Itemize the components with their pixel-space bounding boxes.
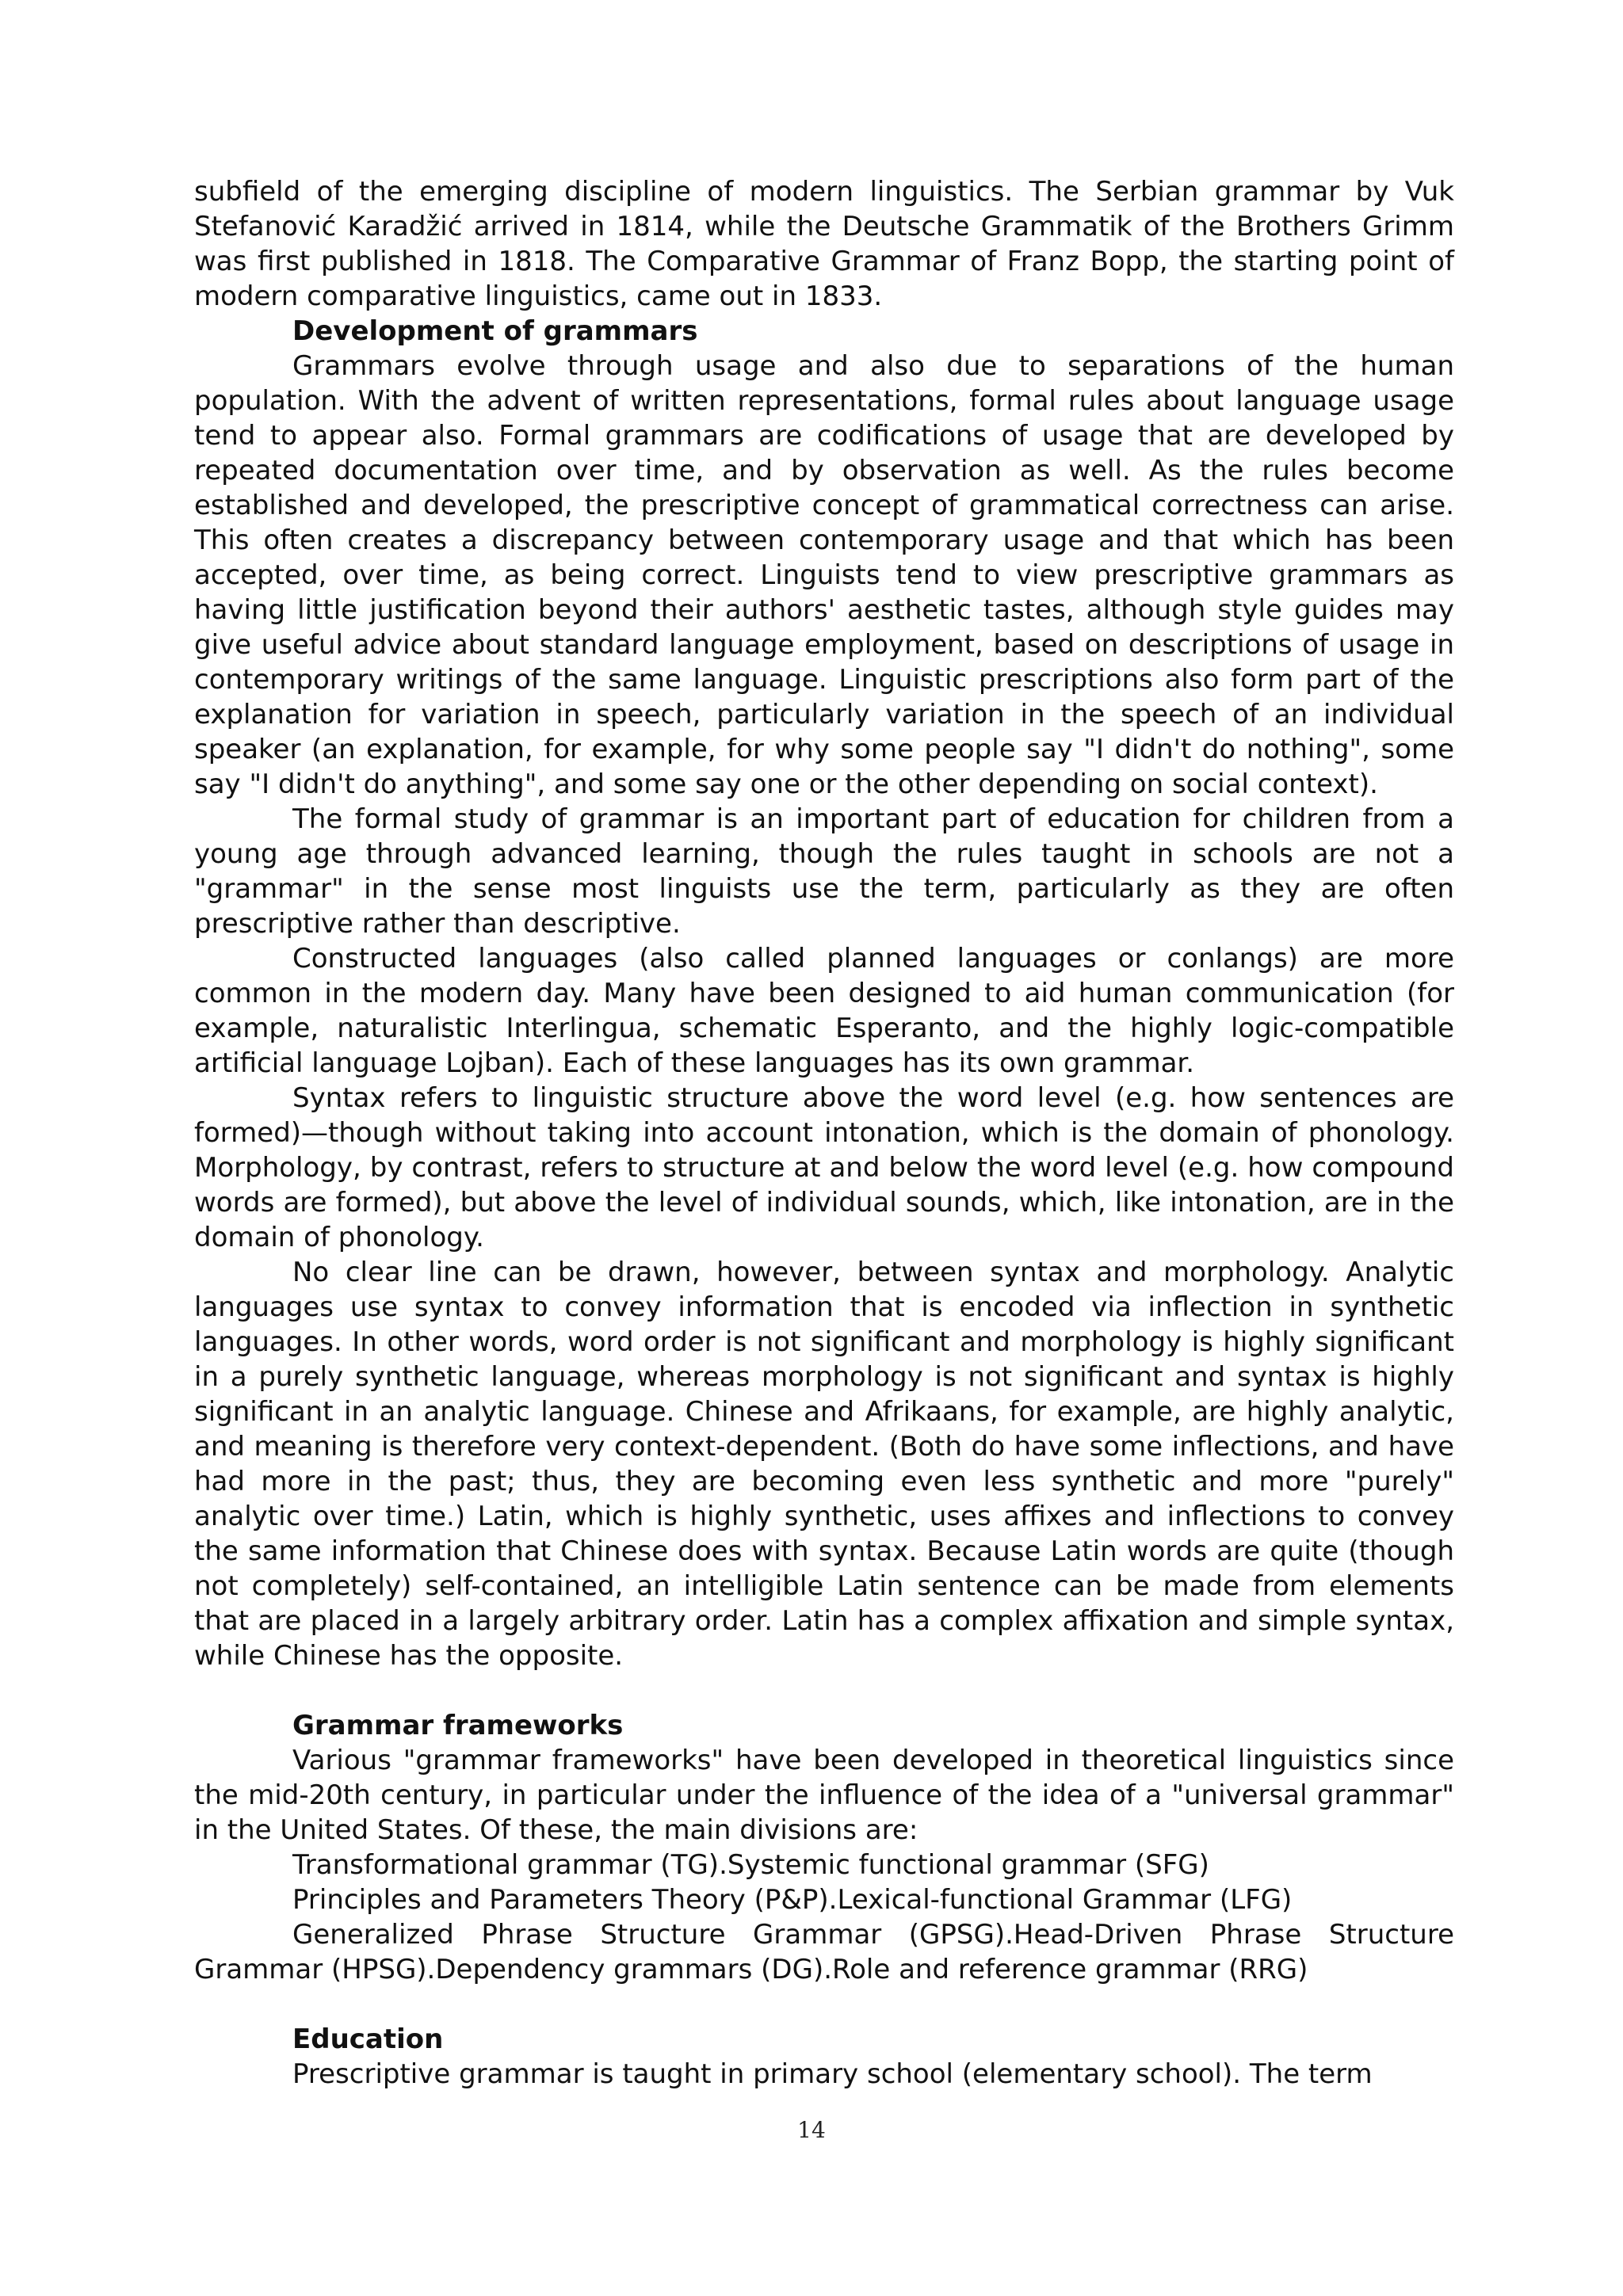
section-spacer [194,1987,1454,2022]
document-page [194,174,1454,2092]
paragraph-history-continuation: subfield of the emerging discipline of modern linguistics. The Serbian grammar by Vuk Stefanović Karadžić arrived in 1814, while the Deutsche Grammatik of the Brothers Grimm was first published in 1818. The Comparative Grammar of Franz Bopp, the starting point of modern comparative linguistics, came out in 1833. [194,176,1454,312]
framework-list-line-2: Principles and Parameters Theory (P&P).Lexical-functional Grammar (LFG) [292,1884,1293,1916]
paragraph-constructed-languages: Constructed languages (also called planned languages or conlangs) are more common in the modern day. Many have been designed to aid human communication (for example, naturalistic Interlingua, schematic Esperanto, and the highly logic-compatible artificial language Lojban). Each of these languages has its own grammar. [194,943,1454,1079]
heading-grammar-frameworks: Grammar frameworks [292,1710,624,1741]
paragraph-analytic-synthetic: No clear line can be drawn, however, between syntax and morphology. Analytic languages use syntax to convey information that is encoded via inflection in synthetic languages. In other words, word order is not significant and morphology is highly significant in a purely synthetic language, whereas morphology is not significant and syntax is highly significant in an analytic language. Chinese and Afrikaans, for example, are highly analytic, and meaning is therefore very context-dependent. (Both do have some inflections, and have had more in the past; thus, they are becoming even less synthetic and more "purely" analytic over time.) Latin, which is highly synthetic, uses affixes and inflections to convey the same information that Chinese does with syntax. Because Latin words are quite (though not completely) self-contained, an intelligible Latin sentence can be made from elements that are placed in a largely arbitrary order. Latin has a complex affixation and simple syntax, while Chinese has the opposite. [194,1257,1454,1672]
framework-list-line-1: Transformational grammar (TG).Systemic functional grammar (SFG) [292,1849,1209,1881]
heading-education: Education [292,2023,444,2055]
paragraph-formal-study: The formal study of grammar is an important part of education for children from a young age through advanced learning, though the rules taught in schools are not a "grammar" in the sense most linguists use the term, particularly as they are often prescriptive rather than descriptive. [194,803,1454,940]
framework-list-line-3: Generalized Phrase Structure Grammar (GPSG).Head-Driven Phrase Structure Grammar (HPSG).Dependency grammars (DG).Role and reference grammar (RRG) [194,1919,1454,1985]
paragraph-syntax-morphology: Syntax refers to linguistic structure above the word level (e.g. how sentences are formed)—though without taking into account intonation, which is the domain of phonology. Morphology, by contrast, refers to structure at and below the word level (e.g. how compound words are formed), but above the level of individual sounds, which, like intonation, are in the domain of phonology. [194,1082,1454,1253]
paragraph-frameworks-intro: Various "grammar frameworks" have been developed in theoretical linguistics since the mid-20th century, in particular under the influence of the idea of a "universal grammar" in the United States. Of these, the main divisions are: [194,1745,1454,1846]
section-spacer [194,1673,1454,1708]
paragraph-grammar-evolution: Grammars evolve through usage and also due to separations of the human population. With the advent of written representations, formal rules about language usage tend to appear also. Formal grammars are codifications of usage that are developed by repeated documentation over time, and by observation as well. As the rules become established and developed, the prescriptive concept of grammatical correctness can arise. This often creates a discrepancy between contemporary usage and that which has been accepted, over time, as being correct. Linguists tend to view prescriptive grammars as having little justification beyond their authors' aesthetic tastes, although style guides may give useful advice about standard language employment, based on descriptions of usage in contemporary writings of the same language. Linguistic prescriptions also form part of the explanation for variation in speech, particularly variation in the speech of an individual speaker (an explanation, for example, for why some people say "I didn't do nothing", some say "I didn't do anything", and some say one or the other depending on social context). [194,350,1454,800]
heading-development-of-grammars: Development of grammars [292,315,698,347]
paragraph-education: Prescriptive grammar is taught in primary school (elementary school). The term [292,2058,1373,2090]
page-number: 14 [797,2117,826,2143]
